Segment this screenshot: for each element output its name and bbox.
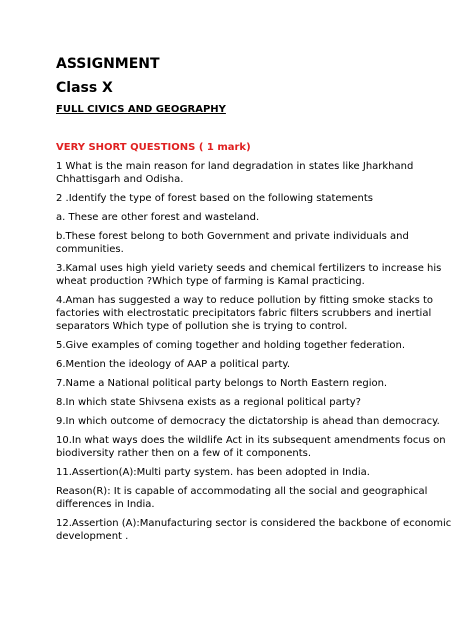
question-item: 2 .Identify the type of forest based on the following statements	[56, 193, 373, 204]
subject-heading: FULL CIVICS AND GEOGRAPHY	[56, 104, 226, 115]
question-item: a. These are other forest and wasteland.	[56, 212, 260, 223]
question-item: 3.Kamal uses high yield variety seeds and chemical fertilizers to increase his wheat production ?Which type of farming is Kamal practicing.	[56, 263, 442, 287]
question-item: 10.In what ways does the wildlife Act in its subsequent amendments focus on biodiversity rather then on a few of it components.	[56, 435, 446, 459]
question-item: 4.Aman has suggested a way to reduce pollution by fitting smoke stacks to factories with electrostatic precipitators fabric filters scrubbers and inertial separators Which type of pollution she is trying to control.	[56, 295, 434, 332]
question-item: 11.Assertion(A):Multi party system. has been adopted in India.	[56, 467, 370, 478]
question-item: 5.Give examples of coming together and holding together federation.	[56, 340, 406, 351]
question-item: 7.Name a National political party belongs to North Eastern region.	[56, 378, 388, 389]
question-item: Reason(R): It is capable of accommodating all the social and geographical differences in India.	[56, 486, 428, 510]
question-item: 12.Assertion (A):Manufacturing sector is considered the backbone of economic development .	[56, 518, 452, 542]
class-label: Class X	[56, 80, 113, 96]
question-item: 1 What is the main reason for land degradation in states like Jharkhand Chhattisgarh and Odisha.	[56, 161, 414, 185]
question-item: 9.In which outcome of democracy the dictatorship is ahead than democracy.	[56, 416, 440, 427]
question-item: b.These forest belong to both Government and private individuals and communities.	[56, 231, 409, 255]
question-item: 8.In which state Shivsena exists as a regional political party?	[56, 397, 361, 408]
document-title: ASSIGNMENT	[56, 56, 160, 72]
section-heading: VERY SHORT QUESTIONS ( 1 mark)	[56, 142, 251, 153]
question-item: 6.Mention the ideology of AAP a political party.	[56, 359, 291, 370]
question-list	[56, 160, 468, 549]
